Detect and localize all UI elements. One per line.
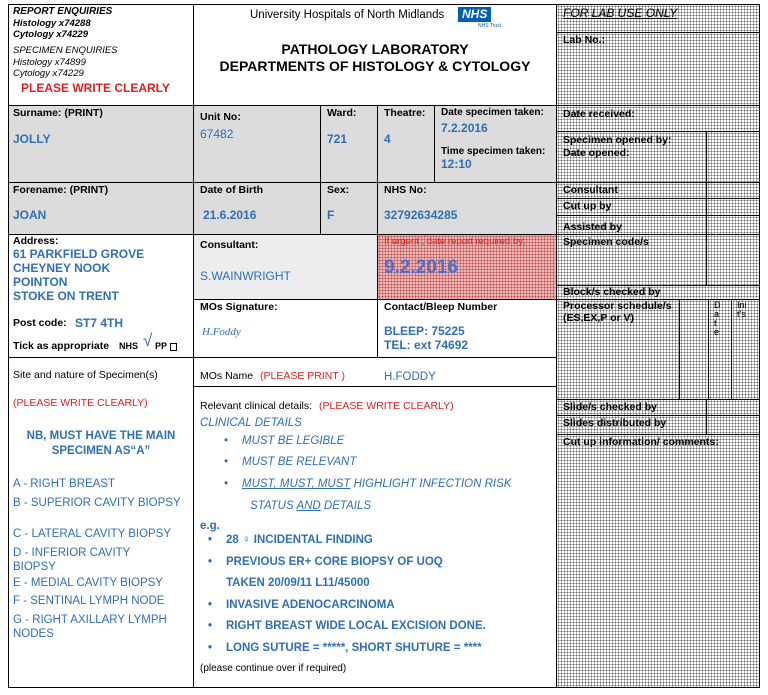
surname-value: JOLLY <box>13 132 51 146</box>
dob-label: Date of Birth <box>200 184 263 196</box>
specimen-opened-label: Specimen opened by: <box>563 134 672 146</box>
specimen-item-f: F - SENTINAL LYMPH NODE <box>13 595 165 607</box>
rule-1: • MUST BE LEGIBLE <box>224 435 345 447</box>
example-2: • PREVIOUS ER+ CORE BIOPSY OF UOQ <box>208 556 443 568</box>
continue-note: (please continue over if required) <box>200 663 347 674</box>
cut-up-info-label: Cut up information/ comments: <box>563 436 719 448</box>
processor-date-col[interactable] <box>708 299 732 400</box>
address-line-4: STOKE ON TRENT <box>13 289 119 303</box>
lab-header-cell <box>556 4 760 33</box>
lab-consultant-cell[interactable] <box>556 182 707 199</box>
specimens-cell[interactable] <box>8 357 194 688</box>
nhs-number-value: 32792634285 <box>384 208 458 222</box>
specimen-item-d: D - INFERIOR CAVITY BIOPSY <box>13 547 131 573</box>
slides-checked-label: Slide/s checked by <box>563 401 657 413</box>
specimen-item-a: A - RIGHT BREAST <box>13 478 116 490</box>
assisted-by-label: Assisted by <box>563 221 622 233</box>
specimen-enquiries-title: SPECIMEN ENQUIRIES <box>13 45 118 56</box>
slides-checked-cell[interactable] <box>556 399 707 416</box>
example-2-cont: TAKEN 20/09/11 L11/45000 <box>226 577 370 589</box>
assisted-by-extra[interactable] <box>706 215 760 235</box>
theatre-label: Theatre: <box>384 107 426 119</box>
urgent-cell[interactable] <box>377 234 557 300</box>
bullet-icon: • <box>224 435 229 447</box>
dob-cell[interactable] <box>193 182 321 235</box>
nhs-number-label: NHS No: <box>384 184 427 196</box>
form-title-line1: PATHOLOGY LABORATORY <box>281 41 469 57</box>
bullet-icon: • <box>208 642 213 654</box>
rule-3-cont: STATUS AND DETAILS <box>250 500 371 512</box>
tick-mark-icon: √ <box>143 331 153 350</box>
mos-signature-value: H.Foddy <box>202 326 241 338</box>
specimen-codes-label: Specimen code/s <box>563 236 649 248</box>
time-taken-value: 12:10 <box>441 157 472 171</box>
cut-up-by-cell[interactable] <box>556 198 707 216</box>
date-taken-label: Date specimen taken: <box>441 107 544 118</box>
date-taken-cell[interactable] <box>434 105 557 183</box>
date-taken-value: 7.2.2016 <box>441 121 488 135</box>
rule-2: • MUST BE RELEVANT <box>224 456 357 468</box>
theatre-value: 4 <box>384 132 391 146</box>
clinical-details-label: Relevant clinical details: <box>200 400 313 412</box>
forename-label: Forename: (PRINT) <box>13 184 109 196</box>
postcode-label: Post code: <box>13 317 67 329</box>
date-opened-label: Date opened: <box>563 147 630 159</box>
clinical-details-note: (PLEASE WRITE CLEARLY) <box>319 400 454 412</box>
sex-value: F <box>327 208 335 222</box>
processor-col-a[interactable] <box>679 299 709 400</box>
specimen-opened-extra[interactable] <box>706 131 760 183</box>
dob-value: 21.6.2016 <box>203 208 257 222</box>
date-received-label: Date received: <box>563 108 635 120</box>
unit-cell[interactable] <box>193 105 321 183</box>
urgent-date-value: 9.2.2016 <box>384 257 458 278</box>
clinical-details-cell[interactable] <box>193 386 557 688</box>
surname-label: Surname: (PRINT) <box>13 107 103 119</box>
trust-name: University Hospitals of North Midlands <box>250 9 445 21</box>
forename-cell[interactable] <box>8 182 194 235</box>
contact-cell[interactable] <box>377 299 557 358</box>
cut-up-by-extra[interactable] <box>706 198 760 216</box>
sex-cell[interactable] <box>320 182 378 235</box>
mos-signature-cell[interactable] <box>193 299 378 358</box>
example-4: • RIGHT BREAST WIDE LOCAL EXCISION DONE. <box>208 620 486 632</box>
ward-cell[interactable] <box>320 105 378 183</box>
contact-label: Contact/Bleep Number <box>384 301 498 313</box>
bullet-icon: • <box>224 456 229 468</box>
blocks-checked-label: Block/s checked by <box>563 286 661 298</box>
unit-value: 67482 <box>200 127 234 141</box>
report-cytology: Cytology x74229 <box>13 29 88 40</box>
lab-consultant-extra[interactable] <box>706 182 760 199</box>
nhs-logo: NHS <box>458 7 491 22</box>
bleep-value: BLEEP: 75225 <box>384 324 465 338</box>
tick-nhs-option[interactable]: NHS <box>119 341 139 351</box>
mos-signature-label: MOs Signature: <box>200 301 278 313</box>
theatre-cell[interactable] <box>377 105 435 183</box>
tick-pp-option[interactable]: PP <box>155 341 168 351</box>
unit-label: Unit No: <box>200 111 241 123</box>
specimens-label: Site and nature of Specimen(s) <box>13 369 158 381</box>
mos-name-cell[interactable] <box>193 357 557 387</box>
processor-cell[interactable] <box>556 299 680 400</box>
specimen-item-e: E - MEDIAL CAVITY BIOPSY <box>13 577 163 589</box>
specimen-histology: Histology x74899 <box>13 57 86 68</box>
report-histology: Histology x74288 <box>13 18 91 29</box>
lab-no-label: Lab No.: <box>563 34 605 46</box>
sex-label: Sex: <box>327 184 350 196</box>
mos-name-value: H.FODDY <box>384 371 436 383</box>
specimen-opened-cell[interactable] <box>556 131 707 183</box>
assisted-by-cell[interactable] <box>556 215 707 235</box>
postcode-value: ST7 4TH <box>75 316 124 330</box>
specimen-item-b: B - SUPERIOR CAVITY BIOPSY <box>13 497 181 509</box>
example-5: • LONG SUTURE = *****, SHORT SHUTURE = **** <box>208 642 482 654</box>
lab-consultant-label: Consultant <box>563 184 618 196</box>
specimen-codes-cell[interactable] <box>556 234 707 286</box>
specimens-note: (PLEASE WRITE CLEARLY) <box>13 397 148 409</box>
cut-up-info-cell[interactable] <box>556 434 760 688</box>
lab-no-cell[interactable] <box>556 32 760 106</box>
slides-distributed-label: Slides distributed by <box>563 417 667 429</box>
nhs-trust-label: NHS Trust <box>478 23 502 29</box>
address-label: Address: <box>13 235 59 247</box>
eg-label: e.g. <box>200 520 220 532</box>
consultant-label: Consultant: <box>200 239 259 251</box>
bullet-icon: • <box>208 534 213 546</box>
tick-label: Tick as appropriate <box>13 340 110 352</box>
processor-label: Processor schedule/s (ES,EX,P or V) <box>563 300 672 324</box>
clinical-heading: CLINICAL DETAILS <box>200 417 302 429</box>
example-1: • 28 ♀ INCIDENTAL FINDING <box>208 534 373 546</box>
main-specimen-note: NB, MUST HAVE THE MAIN SPECIMEN AS“A” <box>26 430 176 457</box>
specimen-codes-extra[interactable] <box>706 234 760 286</box>
blocks-checked-cell[interactable] <box>556 285 760 300</box>
report-enquiries-title: REPORT ENQUIRIES <box>13 6 113 17</box>
slides-distributed-cell[interactable] <box>556 415 707 435</box>
mos-name-note: (PLEASE PRINT ) <box>260 370 345 382</box>
processor-inits-label: Init's <box>737 300 747 319</box>
form-header <box>193 4 557 106</box>
nhs-number-cell[interactable] <box>377 182 557 235</box>
specimen-item-c: C - LATERAL CAVITY BIOPSY <box>13 528 172 540</box>
consultant-cell[interactable] <box>193 234 378 300</box>
processor-date-label: Date <box>714 300 721 337</box>
urgent-label: If urgent , date report required by: <box>384 236 526 247</box>
forename-value: JOAN <box>13 208 47 222</box>
address-line-1: 61 PARKFIELD GROVE <box>13 247 145 261</box>
ward-value: 721 <box>327 132 348 146</box>
slides-distributed-extra[interactable] <box>706 415 760 435</box>
bullet-icon: • <box>208 556 213 568</box>
address-cell[interactable] <box>8 234 194 358</box>
write-clearly-banner: PLEASE WRITE CLEARLY <box>21 81 170 95</box>
address-line-2: CHEYNEY NOOK <box>13 261 111 275</box>
tel-value: TEL: ext 74692 <box>384 338 469 352</box>
bullet-icon: • <box>208 620 213 632</box>
surname-cell[interactable] <box>8 105 194 183</box>
enquiries-box <box>8 4 194 106</box>
lab-use-header: FOR LAB USE ONLY <box>563 6 678 20</box>
time-taken-label: Time specimen taken: <box>441 146 546 157</box>
address-line-3: POINTON <box>13 275 68 289</box>
ward-label: Ward: <box>327 107 357 119</box>
bullet-icon: • <box>208 599 213 611</box>
example-3: • INVASIVE ADENOCARCINOMA <box>208 599 395 611</box>
pp-checkbox-icon[interactable] <box>170 343 177 351</box>
mos-name-label: MOs Name <box>200 370 254 382</box>
specimen-cytology: Cytology x74229 <box>13 68 84 79</box>
cut-up-by-label: Cut up by <box>563 200 612 212</box>
form-title-line2: DEPARTMENTS OF HISTOLOGY & CYTOLOGY <box>219 58 531 74</box>
date-received-cell[interactable] <box>556 105 760 132</box>
slides-checked-extra[interactable] <box>706 399 760 416</box>
processor-inits-col[interactable] <box>731 299 760 400</box>
consultant-value: S.WAINWRIGHT <box>200 269 291 283</box>
specimen-item-g: G - RIGHT AXILLARY LYMPH NODES <box>13 614 167 640</box>
bullet-icon: • <box>224 478 229 490</box>
rule-3: • MUST, MUST, MUST HIGHLIGHT INFECTION RISK <box>224 478 512 490</box>
